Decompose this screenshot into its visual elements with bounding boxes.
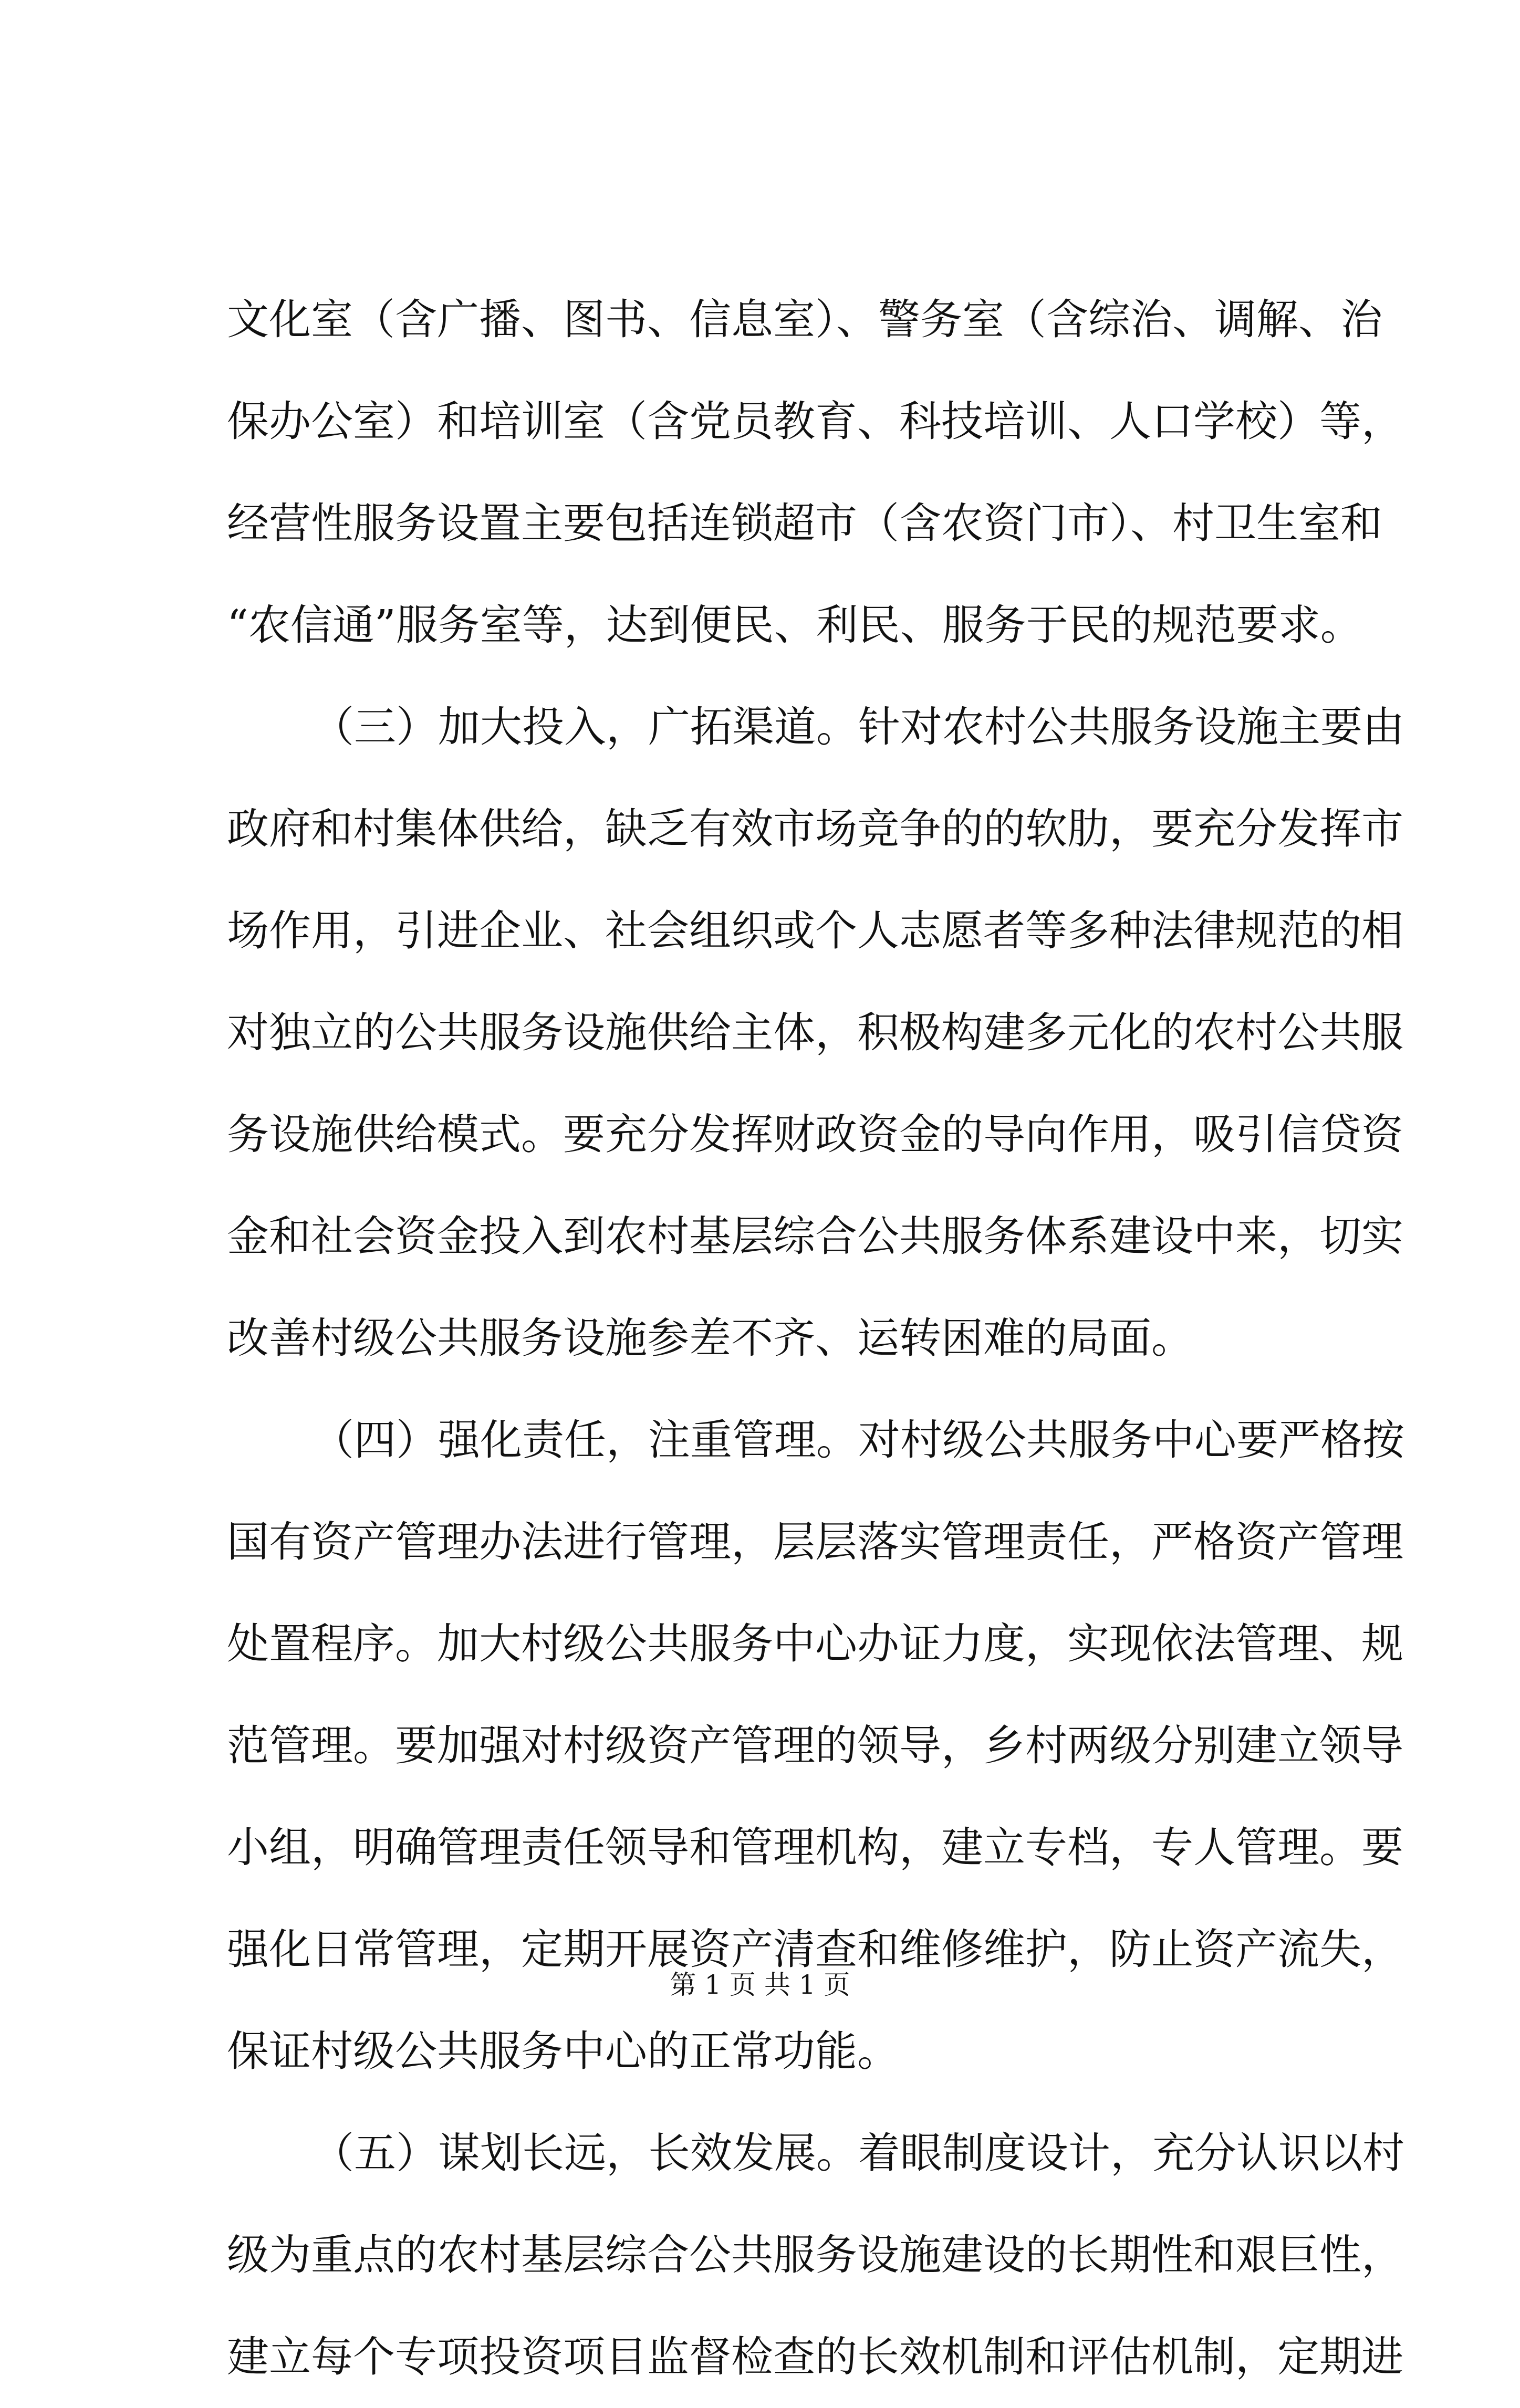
- paragraph-heading-line: （三）加大投入，广拓渠道。针对农村公共服务设施主要由: [312, 703, 1404, 751]
- page-number: 第 1 页 共 1 页: [670, 1970, 850, 2000]
- text-line: 处置程序。加大村级公共服务中心办证力度，实现依法管理、规: [227, 1619, 1403, 1668]
- text-line: 国有资产管理办法进行管理，层层落实管理责任，严格资产管理: [227, 1517, 1403, 1566]
- text-line: “农信通”服务室等，达到便民、利民、服务于民的规范要求。: [227, 601, 1362, 650]
- paragraph-heading-line: （四）强化责任，注重管理。对村级公共服务中心要严格按: [312, 1416, 1404, 1464]
- document-body: [227, 269, 1404, 2408]
- text-line: 政府和村集体供给，缺乏有效市场竞争的的软肋，要充分发挥市: [227, 804, 1403, 853]
- paragraph-heading-line: （五）谋划长远，长效发展。着眼制度设计，充分认识以村: [312, 2129, 1404, 2177]
- text-line: 建立每个专项投资项目监督检查的长效机制和评估机制，定期进: [227, 2332, 1403, 2381]
- text-line: 场作用，引进企业、社会组织或个人志愿者等多种法律规范的相: [227, 906, 1403, 955]
- text-line: 金和社会资金投入到农村基层综合公共服务体系建设中来，切实: [227, 1212, 1403, 1261]
- text-line: 范管理。要加强对村级资产管理的领导，乡村两级分别建立领导: [227, 1721, 1403, 1770]
- text-line: 保办公室）和培训室（含党员教育、科技培训、人口学校）等，: [227, 397, 1403, 446]
- text-line: 经营性服务设置主要包括连锁超市（含农资门市）、村卫生室和: [227, 499, 1382, 548]
- text-line: 保证村级公共服务中心的正常功能。: [227, 2027, 899, 2076]
- text-line: 级为重点的农村基层综合公共服务设施建设的长期性和艰巨性，: [227, 2231, 1403, 2279]
- text-line: 小组，明确管理责任领导和管理机构，建立专档，专人管理。要: [227, 1823, 1403, 1872]
- text-line: 强化日常管理，定期开展资产清查和维修维护，防止资产流失，: [227, 1925, 1403, 1974]
- page-footer: [0, 1969, 1520, 2001]
- text-line: 改善村级公共服务设施参差不齐、运转困难的局面。: [227, 1314, 1193, 1363]
- text-line: 文化室（含广播、图书、信息室）、警务室（含综治、调解、治: [227, 295, 1382, 344]
- text-line: 对独立的公共服务设施供给主体，积极构建多元化的农村公共服: [227, 1008, 1403, 1057]
- text-line: 务设施供给模式。要充分发挥财政资金的导向作用，吸引信贷资: [227, 1110, 1403, 1159]
